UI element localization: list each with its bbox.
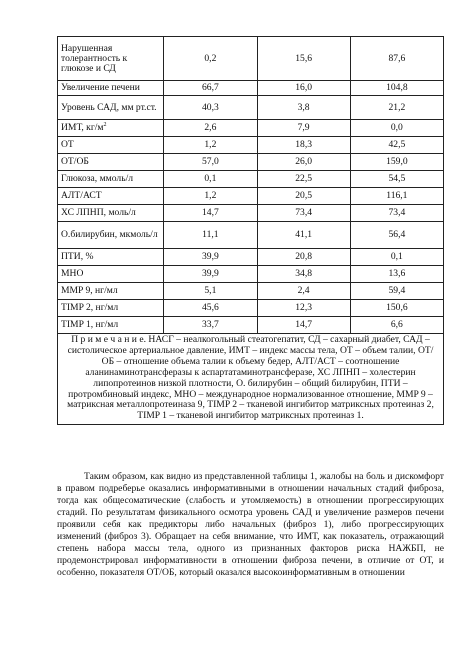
cell-value-1: 1,2: [164, 188, 257, 205]
cell-value-2: 41,1: [257, 222, 350, 249]
row-label: ОТ/ОБ: [58, 154, 164, 171]
row-label: Нарушенная толерантность к глюкозе и СД: [58, 37, 164, 81]
cell-value-2: 18,3: [257, 137, 350, 154]
table-note: [58, 334, 444, 425]
row-label: Уровень САД, мм рт.ст.: [58, 96, 164, 120]
table-row: [58, 37, 444, 81]
cell-value-3: 42,5: [350, 137, 443, 154]
cell-value-3: 87,6: [350, 37, 443, 81]
row-label: Увеличение печени: [58, 81, 164, 96]
cell-value-3: 54,5: [350, 171, 443, 188]
cell-value-1: 40,3: [164, 96, 257, 120]
cell-value-1: 57,0: [164, 154, 257, 171]
table-row: [58, 81, 444, 96]
cell-value-2: 16,0: [257, 81, 350, 96]
cell-value-2: 2,4: [257, 283, 350, 300]
row-label: ОТ: [58, 137, 164, 154]
table-note-row: [58, 334, 444, 425]
row-label: О.билирубин, мкмоль/л: [58, 222, 164, 249]
cell-value-3: 21,2: [350, 96, 443, 120]
cell-value-3: 150,6: [350, 300, 443, 317]
cell-value-1: 5,1: [164, 283, 257, 300]
cell-value-3: 6,6: [350, 317, 443, 334]
table-row: [58, 249, 444, 266]
cell-value-2: 22,5: [257, 171, 350, 188]
note-lead: П р и м е ч а н и е.: [71, 334, 147, 345]
cell-value-1: 33,7: [164, 317, 257, 334]
row-label: ХС ЛПНП, моль/л: [58, 205, 164, 222]
cell-value-3: 104,8: [350, 81, 443, 96]
cell-value-1: 66,7: [164, 81, 257, 96]
cell-value-2: 26,0: [257, 154, 350, 171]
row-label: MMP 9, нг/мл: [58, 283, 164, 300]
cell-value-3: 0,0: [350, 120, 443, 137]
cell-value-1: 0,1: [164, 171, 257, 188]
table-row: [58, 188, 444, 205]
cell-value-2: 7,9: [257, 120, 350, 137]
table-row: [58, 222, 444, 249]
cell-value-1: 11,1: [164, 222, 257, 249]
note-text: НАСГ – неалкогольный стеатогепатит, СД – сахарный диабет, САД – систолическое артериальное давление, ИМТ – индекс массы тела, ОТ – объем талии, ОТ/ОБ – отношение объема талии к объему бедер, АЛТ/АСТ – соотношение аланинаминотрансферазы к аспартатаминотрансферазе, ХС ЛПНП – холестерин липопротеинов низкой плотности, О. билирубин – общий билирубин, ПТИ – протромбиновый индекс, МНО – международное нормализованное отношение, MMP 9 – матриксная металлопротеиназа 9, TIMP 2 – тканевой ингибитор матриксных протеиназ 2, TIMP 1 – тканевой ингибитор матриксных протеиназ 1.: [67, 334, 434, 422]
cell-value-1: 0,2: [164, 37, 257, 81]
cell-value-1: 39,9: [164, 266, 257, 283]
cell-value-1: 2,6: [164, 120, 257, 137]
table-body: [58, 37, 444, 425]
cell-value-2: 12,3: [257, 300, 350, 317]
table-row: [58, 283, 444, 300]
table-row: [58, 137, 444, 154]
cell-value-2: 15,6: [257, 37, 350, 81]
cell-value-1: 1,2: [164, 137, 257, 154]
cell-value-3: 13,6: [350, 266, 443, 283]
table-row: [58, 266, 444, 283]
table-row: [58, 154, 444, 171]
row-label-superscript: 2: [103, 121, 107, 128]
informativeness-table: [57, 36, 444, 425]
table-row: [58, 120, 444, 137]
body-text: [57, 471, 444, 579]
cell-value-3: 159,0: [350, 154, 443, 171]
row-label: TIMP 1, нг/мл: [58, 317, 164, 334]
row-label-text: ИМТ, кг/м: [61, 122, 104, 133]
row-label: АЛТ/АСТ: [58, 188, 164, 205]
cell-value-2: 14,7: [257, 317, 350, 334]
cell-value-2: 34,8: [257, 266, 350, 283]
cell-value-2: 20,8: [257, 249, 350, 266]
row-label: Глюкоза, ммоль/л: [58, 171, 164, 188]
cell-value-3: 73,4: [350, 205, 443, 222]
cell-value-1: 14,7: [164, 205, 257, 222]
table-row: [58, 96, 444, 120]
row-label: МНО: [58, 266, 164, 283]
cell-value-3: 0,1: [350, 249, 443, 266]
cell-value-2: 73,4: [257, 205, 350, 222]
table-row: [58, 317, 444, 334]
row-label: ПТИ, %: [58, 249, 164, 266]
table-row: [58, 300, 444, 317]
paragraph: Таким образом, как видно из представленной таблицы 1, жалобы на боль и дискомфорт в правом подреберье оказались информативными в отношении начальных стадий фиброза, тогда как общесоматические (слабость и утомляемость) в отношении прогрессирующих стадий. По результатам физикального осмотра уровень САД и увеличение размеров печени проявили себя как предикторы либо начальных (фиброз 1), либо прогрессирующих изменений (фиброз 3). Обращает на себя внимание, что ИМТ, как показатель, отражающий степень набора массы тела, одного из признанных факторов риска НАЖБП, не продемонстрировал информативности в отношении фиброза печени, в отличие от ОТ, и особенно, показателя ОТ/ОБ, который оказался высокоинформативным в отношении: [57, 471, 444, 578]
row-label: [58, 120, 164, 137]
cell-value-2: 20,5: [257, 188, 350, 205]
table-row: [58, 205, 444, 222]
cell-value-3: 56,4: [350, 222, 443, 249]
row-label: TIMP 2, нг/мл: [58, 300, 164, 317]
cell-value-3: 116,1: [350, 188, 443, 205]
cell-value-1: 45,6: [164, 300, 257, 317]
cell-value-2: 3,8: [257, 96, 350, 120]
cell-value-3: 59,4: [350, 283, 443, 300]
table-row: [58, 171, 444, 188]
cell-value-1: 39,9: [164, 249, 257, 266]
